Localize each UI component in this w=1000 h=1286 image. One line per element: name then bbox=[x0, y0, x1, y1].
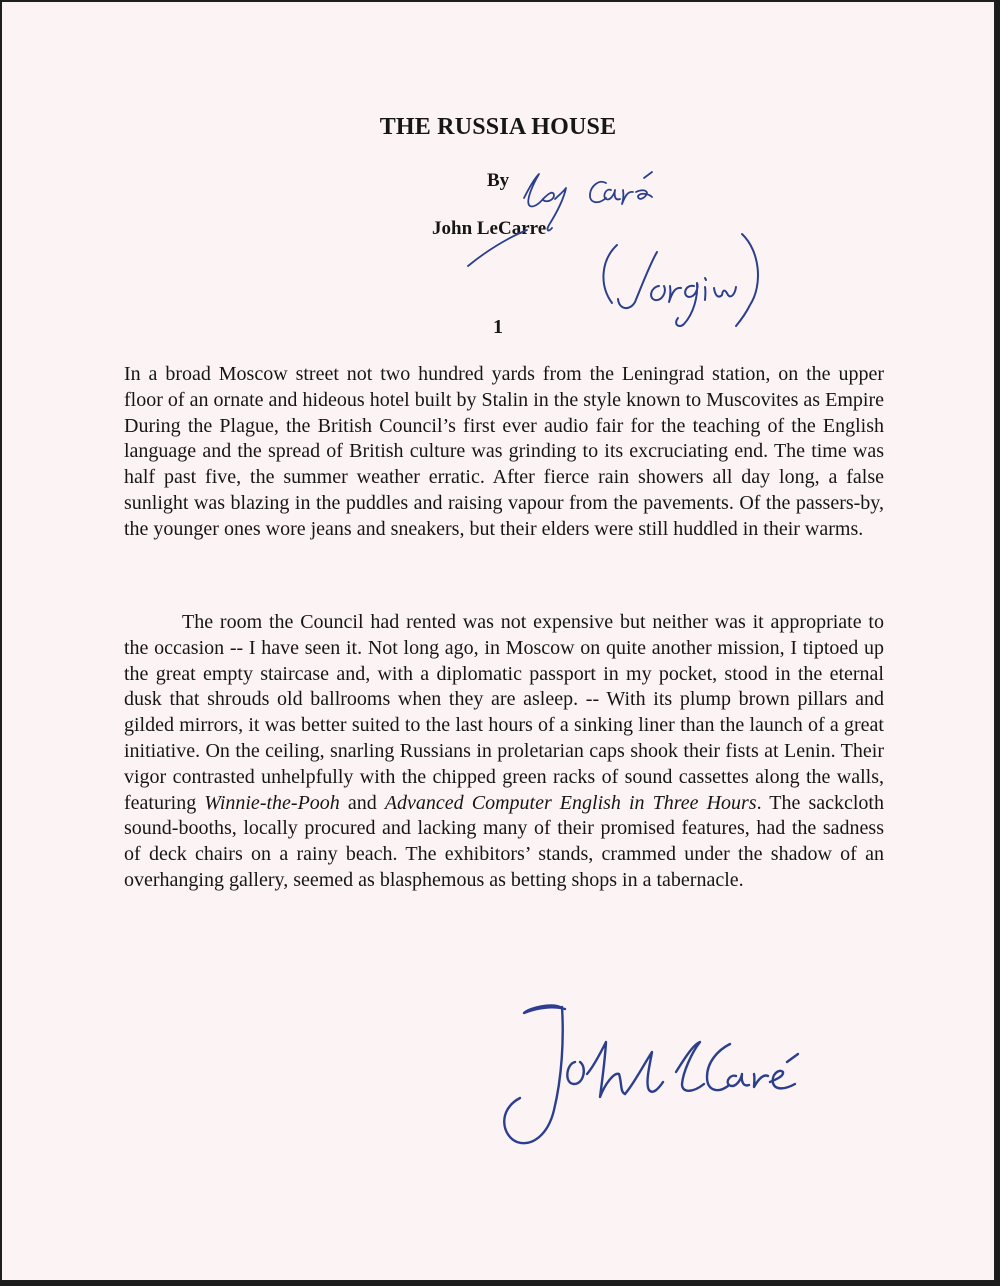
author-name: John LeCarre bbox=[432, 218, 547, 239]
italic-title-ref: Advanced Computer English in Three Hours bbox=[384, 791, 757, 814]
text-run: In a broad Moscow street not two hundred yards from the Leningrad station, on the upper floor of an ornate and hideous hotel built by Stalin in the style known to Muscovites as Empire During the Plague, the British Council’s first ever audio fair for the teaching of the English language and the spread of British culture was grinding to its excruciating end. The time was half past five, the summer weather erratic. After fierce rain showers all day long, a false sunlight was blazing in the puddles and raising vapour from the pavements. Of the passers-by, the younger ones wore jeans and sneakers, but their elders were still huddled in their warms. bbox=[124, 363, 884, 540]
byline-label: By bbox=[487, 170, 510, 191]
text-run: . The sackcloth sound-booths, locally procured and lacking many of their promised features, had the sadness of deck chairs on a rainy beach. The exhibitors’ stands, crammed under the shadow of an overhanging gallery, seemed as blasphemous as betting shops in a tabernacle. bbox=[124, 791, 884, 891]
italic-title-ref: Winnie-the-Pooh bbox=[204, 791, 340, 814]
text-run: and bbox=[339, 791, 385, 814]
text-run: The room the Council had rented was not expensive but neither was it appropriate to the occasion -- I have seen it. Not long ago, in Moscow on quite another mission, I tiptoed up the great empty staircase and, with a diplomatic passport in my pocket, stood in the eternal dusk that shrouds old ballrooms when they are asleep. -- With its plump brown pillars and gilded mirrors, it was better suited to the last hours of a sinking liner than the launch of a great initiative. On the ceiling, snarling Russians in proletarian caps shook their fists at Lenin. Their vigor contrasted unhelpfully with the chipped green racks of sound cassettes along the walls, featuring bbox=[124, 611, 884, 814]
handwritten-annotation-paren bbox=[603, 234, 758, 326]
document-title: THE RUSSIA HOUSE bbox=[379, 114, 617, 140]
paragraph-1 bbox=[124, 362, 884, 543]
signature bbox=[504, 1005, 798, 1143]
chapter-number: 1 bbox=[493, 316, 503, 338]
paragraph-2 bbox=[124, 610, 884, 894]
